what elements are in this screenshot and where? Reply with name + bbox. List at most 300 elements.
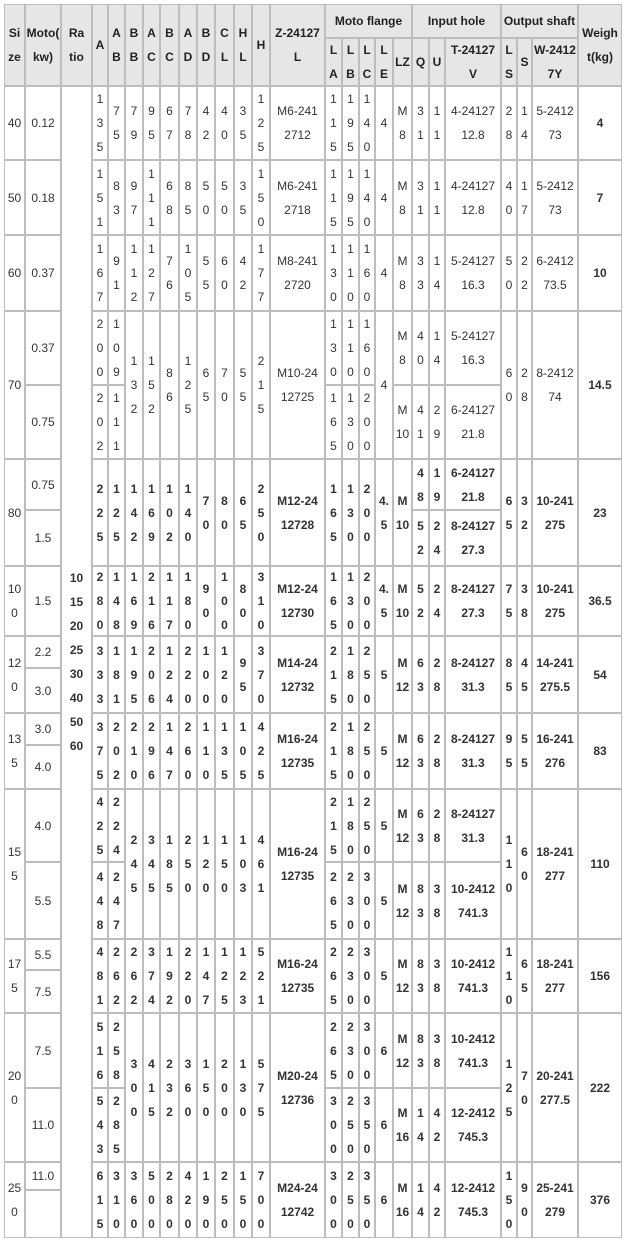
data-cell: 4 2: [197, 86, 215, 160]
data-cell: 6 5: [501, 459, 517, 566]
data-cell: 5 2: [412, 510, 429, 566]
data-cell: 4 0: [501, 160, 517, 235]
data-cell: M12-24 12728: [270, 459, 325, 566]
data-cell: 1 0 3: [234, 789, 252, 939]
data-cell: 10-241 275: [532, 459, 578, 566]
weight-cell: 222: [578, 1013, 622, 1162]
motor-cell: 3.0: [25, 713, 61, 745]
data-cell: 3 3: [412, 235, 429, 311]
data-cell: 5: [375, 789, 393, 862]
data-cell: 2 6 2: [108, 939, 125, 1013]
data-cell: M20-24 12736: [270, 1013, 325, 1162]
weight-cell: 7: [578, 160, 622, 235]
data-cell: 8-24127 27.3: [445, 566, 501, 636]
data-cell: 2 9 6: [143, 713, 160, 789]
data-cell: 2 5 0: [179, 789, 197, 939]
data-cell: 1 4: [412, 1162, 429, 1238]
data-cell: 3 0 0: [359, 862, 375, 939]
data-cell: 2 5 0: [342, 1088, 359, 1162]
data-cell: 2 2 0: [179, 939, 197, 1013]
data-cell: 1 2 3: [234, 939, 252, 1013]
data-cell: 3 1 0: [252, 566, 270, 636]
data-cell: 1 2 5: [252, 86, 270, 160]
weight-cell: 23: [578, 459, 622, 566]
header-bb: B B: [125, 4, 143, 86]
data-cell: M16-24 12735: [270, 713, 325, 789]
data-cell: 3 0 0: [325, 1162, 342, 1238]
data-cell: 1 0 2: [160, 459, 179, 566]
data-cell: 6 3: [412, 636, 429, 713]
data-cell: 1 4 2: [125, 459, 143, 566]
data-cell: 1 2 5: [179, 311, 197, 459]
data-cell: 1 3 0: [325, 311, 342, 385]
data-cell: 2 6 5: [325, 1013, 342, 1088]
data-cell: 1 8 1: [108, 636, 125, 713]
data-cell: M 8: [393, 311, 412, 385]
size-cell: 13 5: [4, 713, 25, 789]
data-cell: 1 1 2: [125, 235, 143, 311]
motor-cell: 1.5: [25, 566, 61, 636]
data-cell: 1 3 5: [92, 86, 108, 160]
data-cell: 2 6 2: [125, 939, 143, 1013]
data-cell: 3 0 0: [359, 939, 375, 1013]
data-cell: 2 4 5: [125, 789, 143, 939]
data-cell: 1 4: [429, 311, 445, 385]
data-cell: 8 3: [412, 862, 429, 939]
data-cell: 6-2412 73.5: [532, 235, 578, 311]
data-cell: 2 5 0: [359, 713, 375, 789]
data-cell: 1 5 0: [215, 789, 234, 939]
data-cell: 1 2 7: [143, 235, 160, 311]
data-cell: 1 1: [429, 160, 445, 235]
data-cell: M6-241 2712: [270, 86, 325, 160]
header-q: Q: [412, 38, 429, 86]
data-cell: 5: [375, 939, 393, 1013]
data-cell: 1 6 0: [359, 235, 375, 311]
data-cell: 5-2412 73: [532, 86, 578, 160]
data-cell: 2 8 0: [92, 566, 108, 636]
header-output-shaft: Output shaft: [501, 4, 578, 38]
data-cell: 2 8 5: [108, 1088, 125, 1162]
data-cell: 2 8: [429, 636, 445, 713]
data-cell: 6 7: [160, 86, 179, 160]
header-la: L A: [325, 38, 342, 86]
data-cell: 2 2: [517, 235, 532, 311]
data-cell: 4: [375, 235, 393, 311]
motor-cell: 0.37: [25, 311, 61, 385]
header-weight: Weigh t(kg): [578, 4, 622, 86]
header-h: H: [252, 4, 270, 86]
data-cell: 2 8: [429, 713, 445, 789]
size-cell: 70: [4, 311, 25, 459]
data-cell: 3 4 5: [143, 789, 160, 939]
data-cell: 8-2412 74: [532, 311, 578, 459]
data-cell: 5 2: [412, 566, 429, 636]
data-cell: 4 8: [412, 459, 429, 510]
header-ad: A D: [179, 4, 197, 86]
data-cell: 5 7 5: [252, 1013, 270, 1162]
header-hl: H L: [234, 4, 252, 86]
data-cell: 6 0: [517, 789, 532, 939]
data-cell: 3 7 5: [92, 713, 108, 789]
data-cell: 5-24127 16.3: [445, 311, 501, 385]
data-cell: 2 8: [429, 789, 445, 862]
motor-cell: 0.75: [25, 459, 61, 510]
data-cell: 2 8: [517, 311, 532, 459]
data-cell: 8-24127 31.3: [445, 713, 501, 789]
data-cell: 7 5: [501, 566, 517, 636]
header-motor-flange: Moto flange: [325, 4, 412, 38]
data-cell: M16-24 12735: [270, 939, 325, 1013]
data-cell: 8 0: [234, 566, 252, 636]
data-cell: 9 1: [108, 235, 125, 311]
data-cell: 5 4 3: [92, 1088, 108, 1162]
weight-cell: 376: [578, 1162, 622, 1238]
data-cell: 2 0 0: [215, 1013, 234, 1162]
data-cell: M16-24 12735: [270, 789, 325, 939]
data-cell: 3 0 0: [359, 1013, 375, 1088]
data-cell: 3 7 4: [143, 939, 160, 1013]
motor-cell: 5.5: [25, 862, 61, 939]
data-cell: 18-241 277: [532, 789, 578, 939]
data-cell: 4 4 8: [92, 862, 108, 939]
data-cell: 1 9 5: [342, 86, 359, 160]
header-w: W-2412 7Y: [532, 38, 578, 86]
motor-cell: 11.0: [25, 1162, 61, 1190]
data-cell: 1 4 0: [359, 86, 375, 160]
data-cell: 1 4 0: [179, 459, 197, 566]
data-cell: 2 2 5: [92, 459, 108, 566]
motor-cell: 11.0: [25, 1088, 61, 1162]
data-cell: 1 9 5: [125, 636, 143, 713]
motor-cell: 0.18: [25, 160, 61, 235]
data-cell: 6 3: [412, 789, 429, 862]
data-cell: 5 2 1: [252, 939, 270, 1013]
data-cell: 5-2412 73: [532, 160, 578, 235]
data-cell: 12-2412 745.3: [445, 1162, 501, 1238]
data-cell: 5 0: [215, 160, 234, 235]
data-cell: M 12: [393, 636, 412, 713]
data-cell: 7 0: [197, 459, 215, 566]
data-cell: M 10: [393, 459, 412, 566]
data-cell: 1 8 0: [342, 789, 359, 862]
header-size: Si ze: [4, 4, 25, 86]
data-cell: 18-241 277: [532, 939, 578, 1013]
data-cell: 5: [375, 636, 393, 713]
data-cell: 7 0: [215, 311, 234, 459]
data-cell: 5 5: [517, 713, 532, 789]
size-cell: 12 0: [4, 636, 25, 713]
data-cell: 3 7 0: [252, 636, 270, 713]
header-bd: B D: [197, 4, 215, 86]
data-cell: 2 1 0: [125, 713, 143, 789]
data-cell: 3 8: [429, 1013, 445, 1088]
data-cell: M 8: [393, 235, 412, 311]
data-cell: 12-2412 745.3: [445, 1088, 501, 1162]
data-cell: 4 8 1: [92, 939, 108, 1013]
data-cell: 1 2 0: [215, 636, 234, 713]
data-cell: 1 5 2: [143, 311, 160, 459]
data-cell: 2 3 0: [342, 939, 359, 1013]
data-cell: 7 8: [179, 86, 197, 160]
weight-cell: 54: [578, 636, 622, 713]
data-cell: 3 5: [234, 160, 252, 235]
header-lc: L C: [359, 38, 375, 86]
data-cell: 1 6 0: [359, 311, 375, 385]
data-cell: 4 2: [429, 1162, 445, 1238]
size-cell: 20 0: [4, 1013, 25, 1162]
weight-cell: 156: [578, 939, 622, 1013]
header-ab: A B: [108, 4, 125, 86]
data-cell: 4: [375, 311, 393, 459]
data-cell: 9 5: [501, 713, 517, 789]
data-cell: 6: [375, 1088, 393, 1162]
data-cell: 2 8: [501, 86, 517, 160]
data-cell: 16-241 276: [532, 713, 578, 789]
data-cell: 4 1 5: [143, 1013, 160, 1162]
header-ratio: Ra tio: [61, 4, 92, 86]
data-cell: 1 1 0: [501, 789, 517, 939]
data-cell: 1 6 9: [125, 566, 143, 636]
data-cell: 1 1 1: [143, 160, 160, 235]
data-cell: 1 2 4: [160, 636, 179, 713]
header-z: Z-24127 L: [270, 4, 325, 86]
weight-cell: 36.5: [578, 566, 622, 636]
data-cell: 1 6 7: [92, 235, 108, 311]
data-cell: 1 2 5: [108, 459, 125, 566]
motor-cell: [25, 1190, 61, 1238]
data-cell: 1 0 5: [179, 235, 197, 311]
data-cell: 2 0 0: [359, 385, 375, 459]
data-cell: 2 5 0: [359, 636, 375, 713]
data-cell: 5 0: [197, 160, 215, 235]
ratio-values: 10 15 20 25 30 40 50 60: [61, 86, 92, 1238]
data-cell: 2 1 5: [252, 311, 270, 459]
data-cell: 4 5: [517, 636, 532, 713]
data-cell: 3 8: [429, 939, 445, 1013]
size-cell: 50: [4, 160, 25, 235]
data-cell: 1 5 0: [234, 1162, 252, 1238]
data-cell: 3 2: [517, 459, 532, 566]
data-cell: 1 9 0: [197, 1162, 215, 1238]
data-cell: 1 2 5: [215, 939, 234, 1013]
data-cell: 4 1: [412, 385, 429, 459]
data-cell: 2 4: [429, 510, 445, 566]
data-cell: 14-241 275.5: [532, 636, 578, 713]
data-cell: 6-24127 21.8: [445, 385, 501, 459]
data-cell: 2 0 2: [108, 713, 125, 789]
data-cell: 9 5: [143, 86, 160, 160]
data-cell: 6 0: [501, 311, 517, 459]
data-cell: 1 9 5: [342, 160, 359, 235]
data-cell: 2 8 0: [160, 1162, 179, 1238]
weight-cell: 14.5: [578, 311, 622, 459]
data-cell: 1 9 2: [160, 939, 179, 1013]
data-cell: M 12: [393, 713, 412, 789]
data-cell: 3 5 0: [359, 1088, 375, 1162]
data-cell: 1 4 7: [197, 939, 215, 1013]
data-cell: 4: [375, 160, 393, 235]
data-cell: 4. 5: [375, 459, 393, 566]
data-cell: 1 4: [412, 1088, 429, 1162]
data-cell: 5: [375, 713, 393, 789]
data-cell: 3 3 3: [92, 636, 108, 713]
data-cell: 7 5: [108, 86, 125, 160]
data-cell: 1 2 5: [501, 1013, 517, 1162]
data-cell: 4 2 5: [92, 789, 108, 862]
data-cell: 4 2 5: [252, 713, 270, 789]
data-cell: 4: [375, 86, 393, 160]
data-cell: 1 8 0: [342, 713, 359, 789]
data-cell: 7 0 0: [252, 1162, 270, 1238]
data-cell: M 8: [393, 86, 412, 160]
header-t: T-24127 V: [445, 38, 501, 86]
motor-cell: 1.5: [25, 510, 61, 566]
data-cell: 1 8 0: [179, 566, 197, 636]
data-cell: 2 3 0: [342, 1013, 359, 1088]
data-cell: 2 1 6: [143, 566, 160, 636]
data-cell: 1 3 5: [215, 713, 234, 789]
data-cell: 6 5: [197, 311, 215, 459]
data-cell: 1 9: [429, 459, 445, 510]
data-cell: M10-24 12725: [270, 311, 325, 459]
data-cell: 6 5: [234, 459, 252, 566]
data-cell: 3 1: [412, 160, 429, 235]
data-cell: 1 1 5: [325, 160, 342, 235]
data-cell: 8 3: [412, 1013, 429, 1088]
data-cell: 8 5: [501, 636, 517, 713]
data-cell: 4-24127 12.8: [445, 86, 501, 160]
header-lz: LZ: [393, 38, 412, 86]
weight-cell: 10: [578, 235, 622, 311]
motor-cell: 4.0: [25, 789, 61, 862]
data-cell: 3 1: [412, 86, 429, 160]
data-cell: 1 3 0: [325, 235, 342, 311]
data-cell: 1 1 7: [160, 566, 179, 636]
data-cell: 1 8 5: [160, 789, 179, 939]
data-cell: M14-24 12732: [270, 636, 325, 713]
motor-cell: 0.12: [25, 86, 61, 160]
header-bc: B C: [160, 4, 179, 86]
data-cell: 6 5: [517, 939, 532, 1013]
data-cell: 2 3 2: [160, 1013, 179, 1162]
motor-cell: 5.5: [25, 939, 61, 970]
data-cell: 2 6 0: [179, 713, 197, 789]
header-input-hole: Input hole: [412, 4, 501, 38]
data-cell: 2 0 0: [359, 459, 375, 566]
data-cell: 2 2 4: [108, 789, 125, 862]
size-cell: 25 0: [4, 1162, 25, 1238]
data-cell: 2 0 2: [92, 385, 108, 459]
size-cell: 17 5: [4, 939, 25, 1013]
data-cell: 1 4: [517, 86, 532, 160]
data-cell: 2 5 0: [359, 789, 375, 862]
motor-cell: 7.5: [25, 970, 61, 1013]
data-cell: 10-2412 741.3: [445, 862, 501, 939]
data-cell: 3 1 0: [108, 1162, 125, 1238]
data-cell: 9 0: [517, 1162, 532, 1238]
data-cell: 9 5: [234, 636, 252, 713]
data-cell: M 10: [393, 385, 412, 459]
data-cell: 3 0 0: [125, 1013, 143, 1162]
data-cell: 10-2412 741.3: [445, 1013, 501, 1088]
weight-cell: 4: [578, 86, 622, 160]
data-cell: 2 5 0: [252, 459, 270, 566]
data-cell: 2 6 5: [325, 862, 342, 939]
motor-cell: 3.0: [25, 668, 61, 713]
data-cell: 2 5 8: [108, 1013, 125, 1088]
data-cell: 1 6 5: [325, 566, 342, 636]
data-cell: 5: [375, 862, 393, 939]
data-cell: 2 0 6: [143, 636, 160, 713]
data-cell: 2 1 5: [325, 789, 342, 862]
data-cell: 3 8: [517, 566, 532, 636]
size-cell: 40: [4, 86, 25, 160]
data-cell: 1 0 0: [197, 636, 215, 713]
data-cell: 3 6 0: [179, 1013, 197, 1162]
data-cell: 1 1 5: [325, 86, 342, 160]
data-cell: 1 3 0: [342, 385, 359, 459]
data-cell: M 12: [393, 789, 412, 862]
data-cell: 1 6 5: [325, 459, 342, 566]
motor-cell: 2.2: [25, 636, 61, 668]
motor-cell: 0.75: [25, 385, 61, 459]
data-cell: 1 5 1: [92, 160, 108, 235]
data-cell: 6 0: [215, 235, 234, 311]
data-cell: 1 0 0: [215, 566, 234, 636]
data-cell: M6-241 2718: [270, 160, 325, 235]
data-cell: M 10: [393, 566, 412, 636]
data-cell: M24-24 12742: [270, 1162, 325, 1238]
data-cell: 1 6 9: [143, 459, 160, 566]
data-cell: 2 3 0: [342, 862, 359, 939]
data-cell: 20-241 277.5: [532, 1013, 578, 1162]
data-cell: 1 2 0: [197, 789, 215, 939]
data-cell: 1 1: [429, 86, 445, 160]
data-cell: 1 1 0: [501, 939, 517, 1013]
data-cell: 2 5 0: [342, 1162, 359, 1238]
data-cell: 4 0: [215, 86, 234, 160]
motor-cell: 4.0: [25, 745, 61, 789]
weight-cell: 110: [578, 789, 622, 939]
data-cell: 5-24127 16.3: [445, 235, 501, 311]
data-cell: 1 3 0: [342, 459, 359, 566]
data-cell: 2 0 0: [359, 566, 375, 636]
header-ac: A C: [143, 4, 160, 86]
size-cell: 10 0: [4, 566, 25, 636]
data-cell: 10-241 275: [532, 566, 578, 636]
data-cell: 10-2412 741.3: [445, 939, 501, 1013]
data-cell: 4. 5: [375, 566, 393, 636]
data-cell: M 12: [393, 862, 412, 939]
data-cell: 2 4 7: [108, 862, 125, 939]
data-cell: 1 0 5: [234, 713, 252, 789]
data-cell: 1 4: [429, 235, 445, 311]
data-cell: 2 2 0: [179, 636, 197, 713]
data-cell: M8-241 2720: [270, 235, 325, 311]
data-cell: 8 3: [108, 160, 125, 235]
data-cell: 2 4: [429, 566, 445, 636]
data-cell: 1 1 0: [342, 235, 359, 311]
data-cell: 6: [375, 1013, 393, 1088]
data-cell: 3 6 0: [125, 1162, 143, 1238]
data-cell: 2 5 0: [215, 1162, 234, 1238]
data-cell: 7 0: [517, 1013, 532, 1162]
size-cell: 80: [4, 459, 25, 566]
data-cell: 2 9: [429, 385, 445, 459]
size-cell: 60: [4, 235, 25, 311]
data-cell: 1 4 0: [359, 160, 375, 235]
